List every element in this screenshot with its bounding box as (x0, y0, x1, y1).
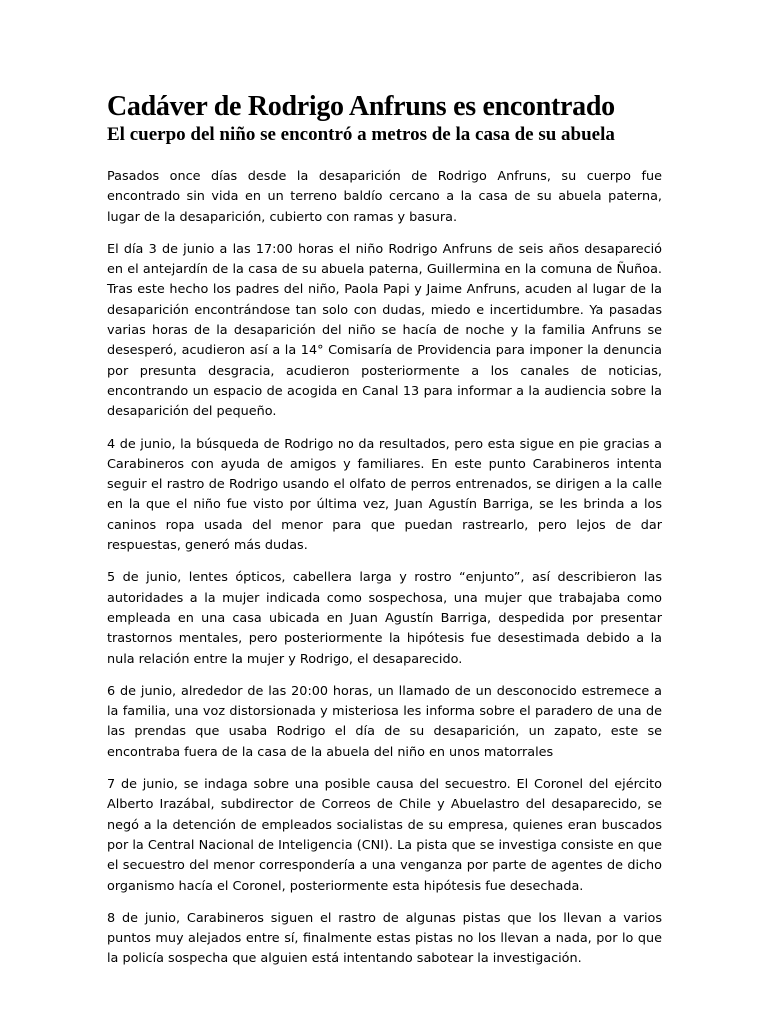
article-body (107, 167, 662, 970)
paragraph-june-6: 6 de junio, alrededor de las 20:00 horas, un llamado de un desconocido estremece a la familia, una voz distorsionada y misteriosa les informa sobre el paradero de una de las prendas que usaba Rodrigo el día de su desaparición, un zapato, este se encontraba fuera de la casa de la abuela del niño en unos matorrales (107, 683, 662, 760)
article-subtitle: El cuerpo del niño se encontró a metros de la casa de su abuela (107, 124, 615, 145)
document-page (107, 90, 662, 982)
paragraph-june-8: 8 de junio, Carabineros siguen el rastro de algunas pistas que los llevan a varios puntos muy alejados entre sí, finalmente estas pistas no los llevan a nada, por lo que la policía sospecha que alguien está intentando sabotear la investigación. (107, 910, 662, 967)
paragraph-june-4: 4 de junio, la búsqueda de Rodrigo no da resultados, pero esta sigue en pie gracias a Carabineros con ayuda de amigos y familiares. En este punto Carabineros intenta seguir el rastro de Rodrigo usando el olfato de perros entrenados, se dirigen a la calle en la que el niño fue visto por última vez, Juan Agustín Barriga, se les brinda a los caninos ropa usada del menor para que puedan rastrearlo, pero lejos de dar respuestas, generó más dudas. (107, 436, 662, 554)
article-title: Cadáver de Rodrigo Anfruns es encontrado (107, 91, 615, 122)
paragraph-intro: Pasados once días desde la desaparición de Rodrigo Anfruns, su cuerpo fue encontrado sin vida en un terreno baldío cercano a la casa de su abuela paterna, lugar de la desaparición, cubierto con ramas y basura. (107, 169, 662, 225)
paragraph-june-3: El día 3 de junio a las 17:00 horas el niño Rodrigo Anfruns de seis años desapareció en el antejardín de la casa de su abuela paterna, Guillermina en la comuna de Ñuñoa. Tras este hecho los padres del niño, Paola Papi y Jaime Anfruns, acuden al lugar de la desaparición encontrándose tan solo con dudas, miedo e incertidumbre. Ya pasadas varias horas de la desaparición del niño se hacía de noche y la familia Anfruns se desesperó, acudieron así a la 14° Comisaría de Providencia para imponer la denuncia por presunta desgracia, acudieron posteriormente a los canales de noticias, encontrando un espacio de acogida en Canal 13 para informar a la audiencia sobre la desaparición del pequeño. (107, 241, 662, 420)
paragraph-june-7: 7 de junio, se indaga sobre una posible causa del secuestro. El Coronel del ejército Alberto Irazábal, subdirector de Correos de Chile y Abuelastro del desaparecido, se negó a la detención de empleados socialistas de su empresa, quienes eran buscados por la Central Nacional de Inteligencia (CNI). La pista que se investiga consiste en que el secuestro del menor correspondería a una venganza por parte de agentes de dicho organismo hacía el Coronel, posteriormente esta hipótesis fue desechada. (107, 777, 662, 894)
paragraph-june-5: 5 de junio, lentes ópticos, cabellera larga y rostro “enjunto”, así describieron las autoridades a la mujer indicada como sospechosa, una mujer que trabajaba como empleada en una casa ubicada en Juan Agustín Barriga, despedida por presentar trastornos mentales, pero posteriormente la hipótesis fue desestimada debido a la nula relación entre la mujer y Rodrigo, el desaparecido. (107, 570, 662, 667)
